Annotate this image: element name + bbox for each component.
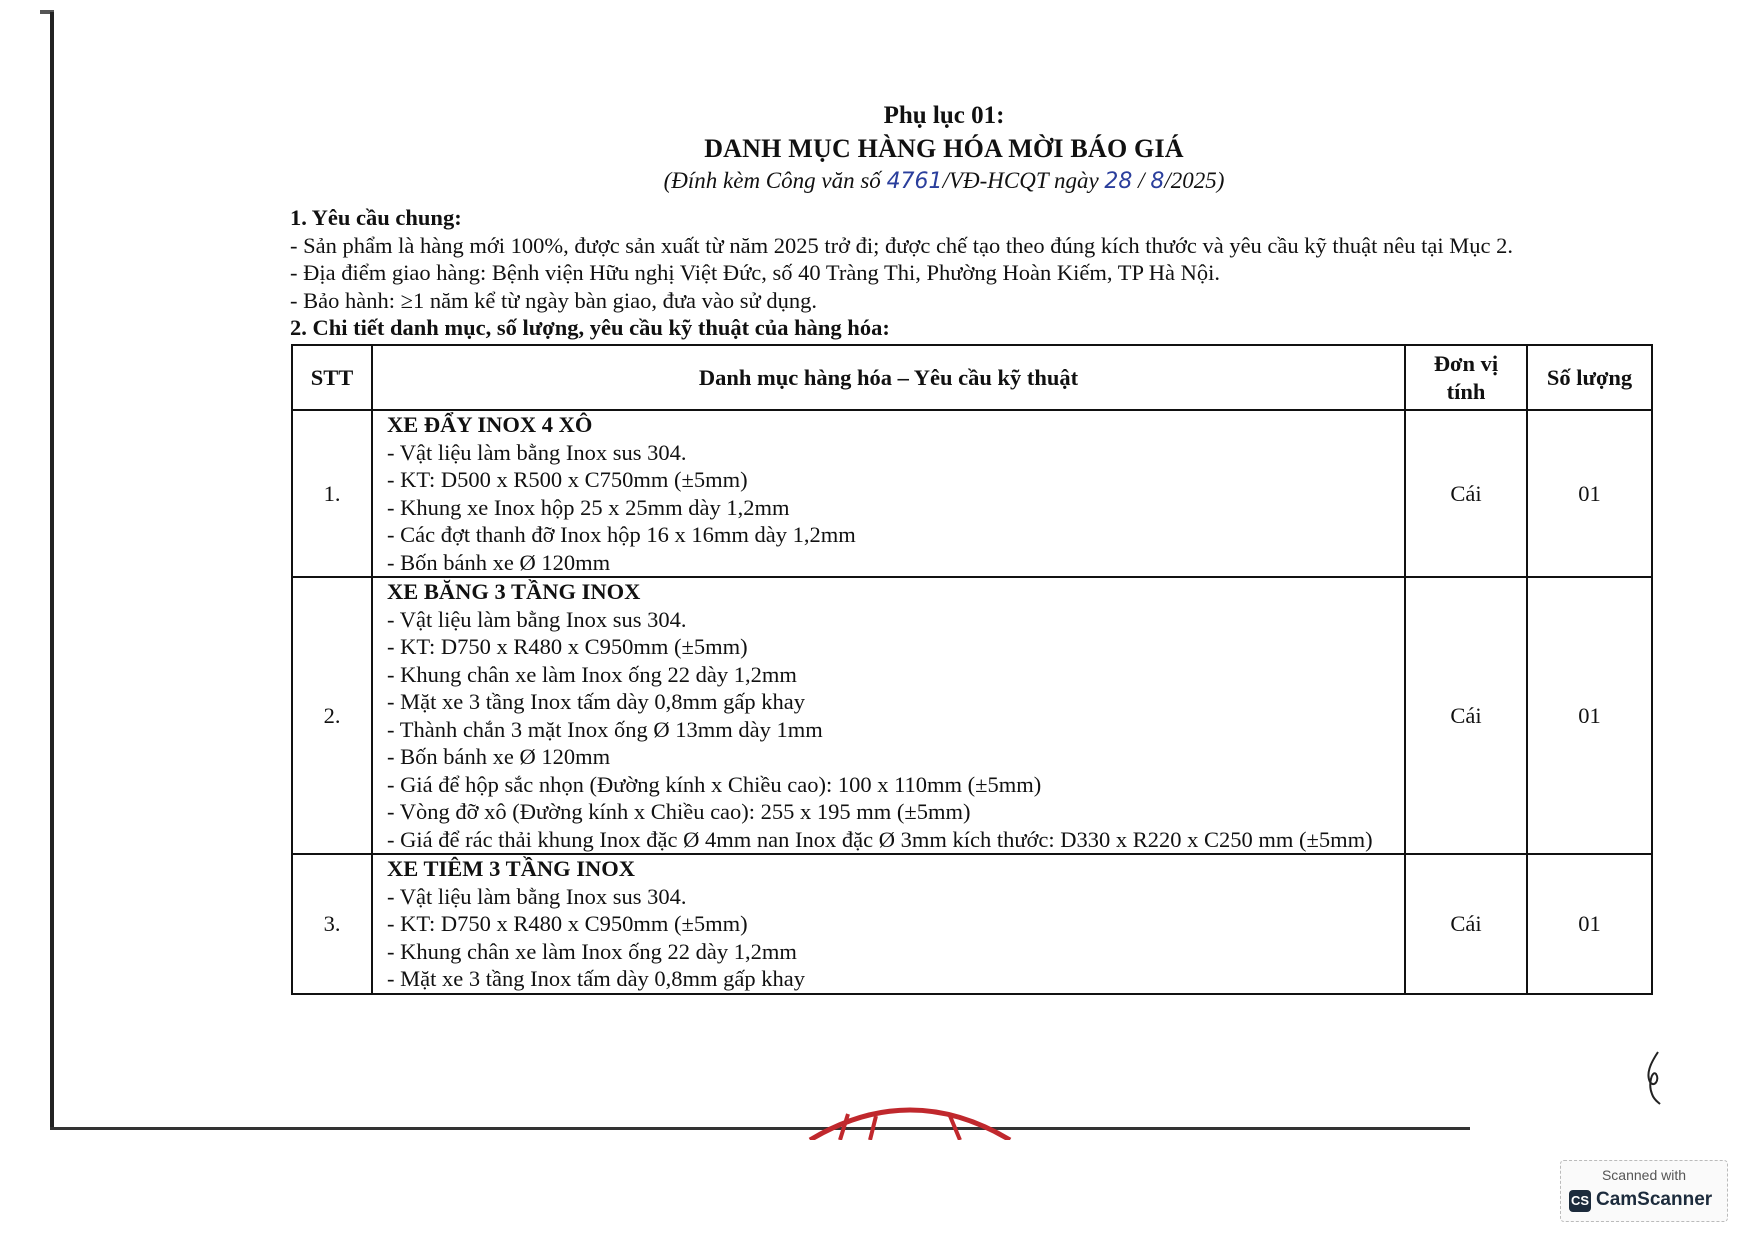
camscanner-brand: CamScanner <box>1596 1189 1713 1210</box>
row-unit: Cái <box>1405 854 1527 994</box>
table-row <box>292 410 1652 577</box>
spec-line: - KT: D750 x R480 x C950mm (±5mm) <box>387 634 748 659</box>
section2-heading: 2. Chi tiết danh mục, số lượng, yêu cầu kỹ thuật của hàng hóa: <box>290 315 890 340</box>
item-name: XE ĐẨY INOX 4 XÔ <box>387 412 593 437</box>
requirement-line: - Địa điểm giao hàng: Bệnh viện Hữu nghị Việt Đức, số 40 Tràng Thi, Phường Hoàn Kiếm, TP Hà Nội. <box>290 260 1220 285</box>
requirement-line: - Sản phẩm là hàng mới 100%, được sản xuất từ năm 2025 trở đi; được chế tạo theo đúng kích thước và yêu cầu kỹ thuật nêu tại Mục 2. <box>290 232 1513 258</box>
row-stt: 1. <box>292 410 372 577</box>
handwritten-month: 8 <box>1150 169 1165 194</box>
spec-line: - Mặt xe 3 tầng Inox tấm dày 0,8mm gấp khay <box>387 689 806 714</box>
item-name: XE BĂNG 3 TẦNG INOX <box>387 579 641 604</box>
header-description: Danh mục hàng hóa – Yêu cầu kỹ thuật <box>372 345 1405 410</box>
spec-line: - Giá để hộp sắc nhọn (Đường kính x Chiều cao): 100 x 110mm (±5mm) <box>387 771 1042 797</box>
row-unit: Cái <box>1405 410 1527 577</box>
document-title: DANH MỤC HÀNG HÓA MỜI BÁO GIÁ <box>704 134 1184 163</box>
row-unit: Cái <box>1405 577 1527 854</box>
spec-line: - Bốn bánh xe Ø 120mm <box>387 744 611 769</box>
appendix-title: Phụ lục 01: <box>883 102 1005 129</box>
header-unit <box>1405 345 1527 410</box>
handwritten-day: 28 <box>1104 169 1133 194</box>
official-stamp-fragment <box>800 1100 1020 1140</box>
spec-line: - Bốn bánh xe Ø 120mm <box>387 549 611 575</box>
page-edge-bottom <box>50 1127 1470 1130</box>
item-name: XE TIÊM 3 TẦNG INOX <box>387 856 635 881</box>
handwritten-doc-number: 4761 <box>886 169 943 194</box>
requirement-line: - Bảo hành: ≥1 năm kể từ ngày bàn giao, đưa vào sử dụng. <box>290 287 817 313</box>
row-description <box>372 577 1405 854</box>
document-subtitle <box>0 166 1755 197</box>
signature-mark <box>1640 1050 1670 1106</box>
spec-line: - KT: D750 x R480 x C950mm (±5mm) <box>387 911 748 936</box>
goods-table <box>291 344 1653 995</box>
subtitle-prefix: (Đính kèm Công văn số <box>663 168 887 193</box>
row-quantity: 01 <box>1527 410 1652 577</box>
camscanner-watermark <box>1560 1160 1728 1222</box>
spec-line: - Mặt xe 3 tầng Inox tấm dày 0,8mm gấp khay <box>387 966 806 991</box>
spec-line: - Vòng đỡ xô (Đường kính x Chiều cao): 255 x 195 mm (±5mm) <box>387 799 971 824</box>
spec-line: - Giá để rác thải khung Inox đặc Ø 4mm nan Inox đặc Ø 3mm kích thước: D330 x R220 x C250 mm (±5mm) <box>387 826 1373 852</box>
section1-heading: 1. Yêu cầu chung: <box>290 205 462 230</box>
general-requirements <box>290 204 1660 342</box>
spec-line: - Khung xe Inox hộp 25 x 25mm dày 1,2mm <box>387 494 790 520</box>
scanned-with-label: Scanned with <box>1601 1167 1687 1183</box>
date-separator: / <box>1132 168 1151 193</box>
subtitle-suffix: /2025) <box>1164 168 1225 193</box>
header-unit-line2: tính <box>1446 378 1486 404</box>
subtitle-mid: /VĐ-HCQT ngày <box>942 168 1105 193</box>
table-row <box>292 854 1652 994</box>
document-header <box>0 100 1755 197</box>
row-description <box>372 854 1405 994</box>
spec-line: - Khung chân xe làm Inox ống 22 dày 1,2mm <box>387 661 797 687</box>
spec-line: - KT: D500 x R500 x C750mm (±5mm) <box>387 467 748 492</box>
spec-line: - Vật liệu làm bằng Inox sus 304. <box>387 439 687 465</box>
row-quantity: 01 <box>1527 854 1652 994</box>
row-description <box>372 410 1405 577</box>
row-quantity: 01 <box>1527 577 1652 854</box>
table-header-row <box>292 345 1652 410</box>
spec-line: - Thành chắn 3 mặt Inox ống Ø 13mm dày 1mm <box>387 716 823 742</box>
row-stt: 3. <box>292 854 372 994</box>
camscanner-logo-icon: CS <box>1569 1190 1591 1212</box>
spec-line: - Vật liệu làm bằng Inox sus 304. <box>387 606 687 632</box>
header-unit-line1: Đơn vị <box>1433 351 1499 376</box>
header-quantity: Số lượng <box>1527 345 1652 410</box>
spec-line: - Các đợt thanh đỡ Inox hộp 16 x 16mm dày 1,2mm <box>387 522 856 547</box>
row-stt: 2. <box>292 577 372 854</box>
header-stt: STT <box>292 345 372 410</box>
spec-line: - Vật liệu làm bằng Inox sus 304. <box>387 883 687 909</box>
table-row <box>292 577 1652 854</box>
spec-line: - Khung chân xe làm Inox ống 22 dày 1,2mm <box>387 938 797 964</box>
